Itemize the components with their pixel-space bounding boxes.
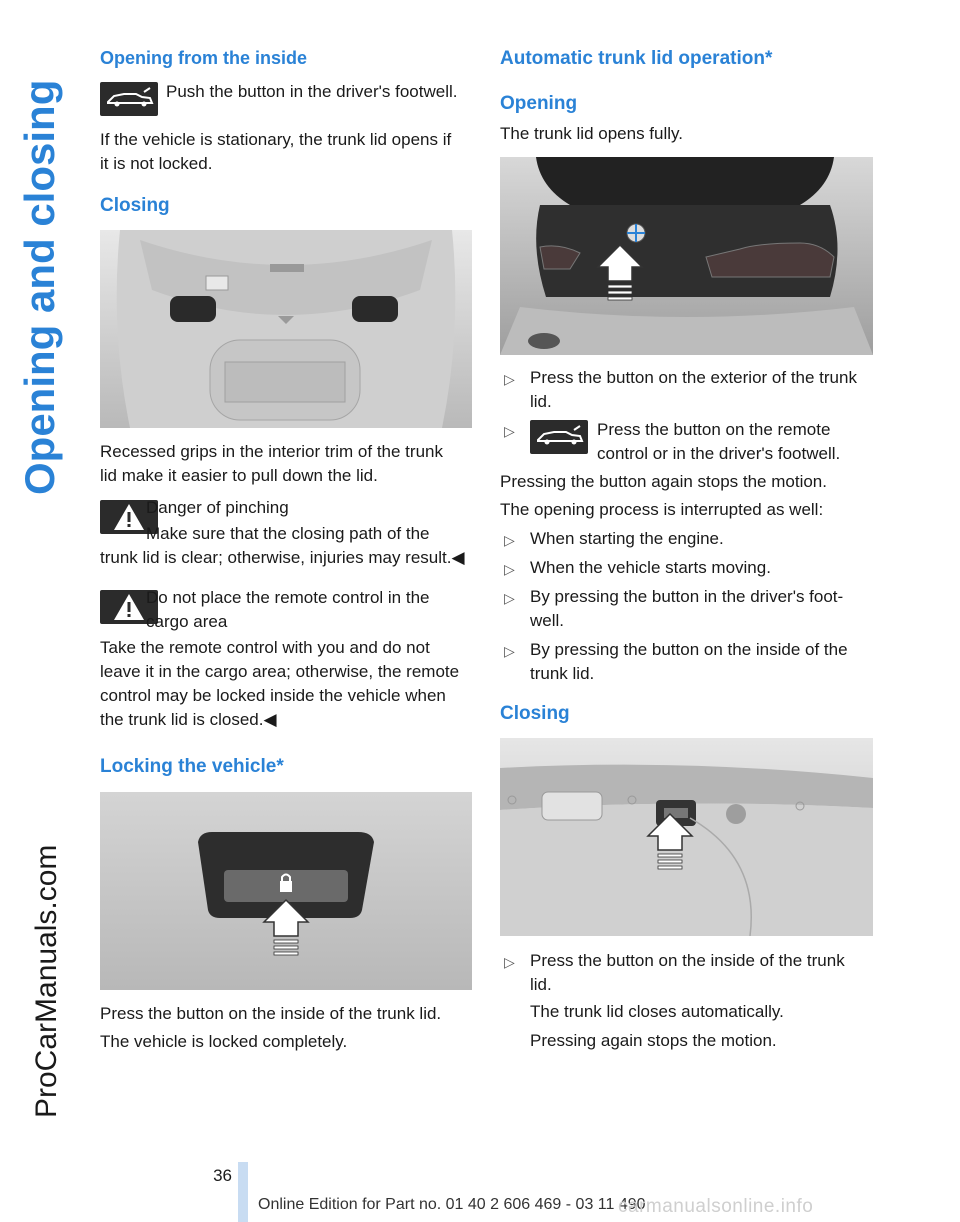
photo-trunk-close-button [500, 738, 873, 936]
page-number: 36 [213, 1166, 232, 1185]
heading-closing-left: Closing [100, 195, 170, 216]
svg-text:ProCarManuals.com: ProCarManuals.com [30, 844, 63, 1118]
text-i3-line1: By pressing the button in the driver's foot- [530, 587, 844, 606]
text-b1-line1: Press the button on the exterior of the trunk [530, 368, 857, 387]
warning2-line2: cargo area [146, 612, 228, 631]
text-interrupted: The opening process is interrupted as well: [500, 500, 824, 519]
footer-edition: Online Edition for Part no. 01 40 2 606 469 - 03 11 490 [258, 1196, 646, 1213]
text-stops: Pressing the button again stops the motion. [500, 472, 827, 491]
bullet-glyph: ▷ [504, 590, 515, 606]
text-lock-done: The vehicle is locked completely. [100, 1032, 348, 1051]
side-section-title [4, 30, 64, 500]
text-i4-line1: By pressing the button on the inside of the [530, 640, 848, 659]
bullet-glyph: ▷ [504, 561, 515, 577]
bullet-glyph: ▷ [504, 954, 515, 970]
text-b2-line1: Press the button on the remote [597, 420, 831, 439]
bullet-glyph: ▷ [504, 423, 515, 439]
heading-automatic: Automatic trunk lid operation* [500, 48, 773, 69]
text-i1: When starting the engine. [530, 529, 724, 548]
text-stationary-1: If the vehicle is stationary, the trunk lid opens if [100, 130, 452, 149]
photo-lock-button [100, 792, 472, 990]
text-b1-line2: lid. [530, 392, 552, 411]
side-tab [0, 0, 80, 1222]
heading-closing-right: Closing [500, 703, 570, 724]
warning1-line2: trunk lid is clear; otherwise, injuries may result.◀ [100, 548, 465, 567]
text-i3-line2: well. [530, 611, 565, 630]
text-c1-line1: Press the button on the inside of the trunk [530, 951, 845, 970]
bullet-glyph: ▷ [504, 371, 515, 387]
warning2-line1: Do not place the remote control in the [146, 588, 430, 607]
text-c1-line3: The trunk lid closes automatically. [530, 1002, 784, 1021]
heading-locking: Locking the vehicle* [100, 756, 284, 777]
text-push-button: Push the button in the driver's footwell. [166, 82, 458, 101]
footer-bar [238, 1162, 248, 1222]
text-c1-line2: lid. [530, 975, 552, 994]
text-i4-line2: trunk lid. [530, 664, 595, 683]
text-opens-fully: The trunk lid opens fully. [500, 124, 683, 143]
text-lock-press: Press the button on the inside of the trunk lid. [100, 1004, 442, 1023]
warning1-line1: Make sure that the closing path of the [146, 524, 430, 543]
text-c1-line4: Pressing again stops the motion. [530, 1031, 777, 1050]
photo-trunk-lid-interior [100, 230, 472, 428]
text-grips-1: Recessed grips in the interior trim of the trunk [100, 442, 443, 461]
text-b2-line2: control or in the driver's footwell. [597, 444, 841, 463]
trunk-open-icon [530, 420, 588, 454]
text-grips-2: lid make it easier to pull down the lid. [100, 466, 378, 485]
svg-text:Opening and closing: Opening and closing [16, 79, 63, 495]
text-remote-4: the trunk lid is closed.◀ [100, 710, 277, 729]
photo-car-rear [500, 157, 873, 355]
bullet-glyph: ▷ [504, 532, 515, 548]
text-remote-1: Take the remote control with you and do not [100, 638, 430, 657]
heading-opening-inside: Opening from the inside [100, 48, 308, 68]
text-i2: When the vehicle starts moving. [530, 558, 771, 577]
text-stationary-2: it is not locked. [100, 154, 213, 173]
watermark: carmanualsonline.info [618, 1196, 814, 1217]
text-remote-2: leave it in the cargo area; otherwise, the remote [100, 662, 460, 681]
trunk-open-icon [100, 82, 158, 116]
bullet-glyph: ▷ [504, 643, 515, 659]
text-remote-3: control may be locked inside the vehicle when [100, 686, 446, 705]
warning1-title: Danger of pinching [146, 498, 289, 517]
side-site-name [24, 520, 64, 1120]
heading-opening-right: Opening [500, 93, 578, 114]
